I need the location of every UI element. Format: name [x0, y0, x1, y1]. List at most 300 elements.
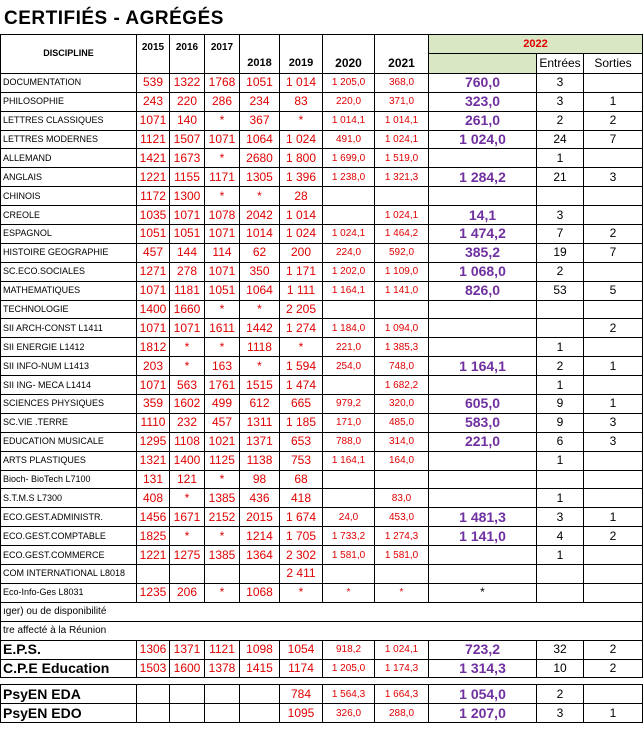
year-value-2020: 1 164,1 [323, 451, 375, 470]
table-row [1, 319, 643, 338]
value-2022: 1 481,3 [429, 508, 537, 527]
table-row [1, 413, 643, 432]
entrees-count: 1 [537, 546, 584, 565]
entrees-count: 3 [537, 73, 584, 92]
year-value-2020 [323, 206, 375, 225]
sorties-count: 2 [584, 527, 643, 546]
year-header: 2020 [323, 35, 375, 74]
year-value-2021: 592,0 [375, 243, 429, 262]
year-value-2020 [323, 187, 375, 206]
year-value-2015: 1110 [137, 413, 170, 432]
year-value-2015: 359 [137, 395, 170, 414]
year-value-2015: 1035 [137, 206, 170, 225]
year-value-2015: 1295 [137, 432, 170, 451]
discipline-name: PsyEN EDA [1, 685, 137, 704]
year-value-2017: * [205, 583, 240, 602]
year-value-2017: 1768 [205, 73, 240, 92]
entrees-count: 3 [537, 92, 584, 111]
discipline-name: SII ENERGIE L1412 [1, 338, 137, 357]
entrees-count: 3 [537, 206, 584, 225]
year-value-2017: 1071 [205, 130, 240, 149]
year-value-2017 [205, 685, 240, 704]
year-value-2018: 367 [240, 111, 280, 130]
sorties-count: 3 [584, 413, 643, 432]
value-2022: 605,0 [429, 395, 537, 414]
year-value-2017: 1125 [205, 451, 240, 470]
note-text: ıger) ou de disponibilité [1, 602, 643, 621]
year-value-2017: 1121 [205, 640, 240, 659]
year-value-2018: 2680 [240, 149, 280, 168]
spacer-cell [429, 678, 537, 685]
table-row [1, 206, 643, 225]
year-value-2017: 1761 [205, 376, 240, 395]
discipline-name: PsyEN EDO [1, 704, 137, 723]
note-row [1, 621, 643, 640]
year-value-2017: 499 [205, 395, 240, 414]
year-value-2016 [170, 565, 205, 584]
header-row [1, 35, 643, 54]
year-value-2021: 748,0 [375, 357, 429, 376]
year-value-2018: 234 [240, 92, 280, 111]
value-2022: 1 054,0 [429, 685, 537, 704]
entrees-count: 9 [537, 395, 584, 414]
year-value-2021: 485,0 [375, 413, 429, 432]
value-2022: 1 314,3 [429, 659, 537, 678]
entrees-count: 1 [537, 489, 584, 508]
spacer-cell [205, 678, 240, 685]
value-2022: 583,0 [429, 413, 537, 432]
year-value-2019: 2 302 [280, 546, 323, 565]
year-value-2020: 24,0 [323, 508, 375, 527]
year-value-2018: 1051 [240, 73, 280, 92]
year-value-2020: 1 024,1 [323, 225, 375, 244]
year-value-2019: 2 411 [280, 565, 323, 584]
year-value-2016: 1602 [170, 395, 205, 414]
year-value-2015 [137, 685, 170, 704]
entrees-count: 53 [537, 281, 584, 300]
year-value-2017: * [205, 300, 240, 319]
year-2022-header: 2022 [429, 35, 643, 54]
sorties-count [584, 300, 643, 319]
value-2022: 826,0 [429, 281, 537, 300]
sorties-count [584, 583, 643, 602]
year-value-2018: 2042 [240, 206, 280, 225]
year-value-2016: 1600 [170, 659, 205, 678]
entrees-count: 21 [537, 168, 584, 187]
year-value-2015: 1121 [137, 130, 170, 149]
value-2022 [429, 187, 537, 206]
discipline-name: ARTS PLASTIQUES [1, 451, 137, 470]
year-value-2015: 1235 [137, 583, 170, 602]
year-value-2021: 1 024,1 [375, 640, 429, 659]
year-value-2020: 1 238,0 [323, 168, 375, 187]
spacer-row [1, 678, 643, 685]
year-value-2018: 1068 [240, 583, 280, 602]
sorties-count [584, 489, 643, 508]
year-value-2018: * [240, 300, 280, 319]
year-value-2016: 1071 [170, 319, 205, 338]
year-value-2019: 1 024 [280, 225, 323, 244]
year-value-2015: 1400 [137, 300, 170, 319]
year-value-2019: 653 [280, 432, 323, 451]
entrees-count: 1 [537, 451, 584, 470]
year-header: 2015 [137, 35, 170, 74]
table-row [1, 92, 643, 111]
sorties-count: 5 [584, 281, 643, 300]
year-value-2020: 1 014,1 [323, 111, 375, 130]
sorties-count: 2 [584, 319, 643, 338]
year-value-2019: 1 014 [280, 73, 323, 92]
year-value-2015: 1825 [137, 527, 170, 546]
year-value-2019: 1 171 [280, 262, 323, 281]
year-value-2021: 1 664,3 [375, 685, 429, 704]
value-2022: 261,0 [429, 111, 537, 130]
year-value-2016: 1300 [170, 187, 205, 206]
year-value-2020: 788,0 [323, 432, 375, 451]
year-value-2020: 1 205,0 [323, 73, 375, 92]
value-2022 [429, 319, 537, 338]
table-row [1, 300, 643, 319]
year-value-2018 [240, 704, 280, 723]
discipline-name: COM INTERNATIONAL L8018 [1, 565, 137, 584]
year-value-2021: 1 174,3 [375, 659, 429, 678]
entrees-count: 3 [537, 508, 584, 527]
sorties-count [584, 565, 643, 584]
discipline-name: SII ING- MECA L1414 [1, 376, 137, 395]
year-value-2018 [240, 685, 280, 704]
year-value-2016: 1108 [170, 432, 205, 451]
discipline-name: Bioch- BioTech L7100 [1, 470, 137, 489]
entrees-count: 24 [537, 130, 584, 149]
year-value-2019: 1 800 [280, 149, 323, 168]
table-row [1, 187, 643, 206]
year-value-2015: 539 [137, 73, 170, 92]
sorties-count [584, 546, 643, 565]
sorties-count [584, 338, 643, 357]
year-value-2018: 1364 [240, 546, 280, 565]
year-value-2016: 1275 [170, 546, 205, 565]
value-2022: 14,1 [429, 206, 537, 225]
sorties-count [584, 149, 643, 168]
year-value-2020: 224,0 [323, 243, 375, 262]
spacer-cell [537, 678, 584, 685]
year-value-2021: 1 519,0 [375, 149, 429, 168]
table-row [1, 130, 643, 149]
sorties-count [584, 376, 643, 395]
year-value-2015: 1071 [137, 281, 170, 300]
table-row [1, 281, 643, 300]
year-value-2017: * [205, 149, 240, 168]
discipline-name: LETTRES MODERNES [1, 130, 137, 149]
year-value-2016: 220 [170, 92, 205, 111]
year-value-2021: 1 024,1 [375, 206, 429, 225]
entrees-count: 1 [537, 376, 584, 395]
value-2022: 1 474,2 [429, 225, 537, 244]
table-row [1, 338, 643, 357]
entrees-count: 2 [537, 111, 584, 130]
value-2022: 1 207,0 [429, 704, 537, 723]
value-2022 [429, 470, 537, 489]
table-row [1, 243, 643, 262]
year-value-2019: 1 024 [280, 130, 323, 149]
year-value-2015: 243 [137, 92, 170, 111]
table-row [1, 149, 643, 168]
year-value-2018: 1214 [240, 527, 280, 546]
value-2022: 385,2 [429, 243, 537, 262]
year-value-2021: 1 141,0 [375, 281, 429, 300]
year-value-2020: 254,0 [323, 357, 375, 376]
year-value-2019: 28 [280, 187, 323, 206]
value-subheader [429, 54, 537, 73]
year-value-2015 [137, 565, 170, 584]
year-value-2019: 1 674 [280, 508, 323, 527]
year-value-2019: 1095 [280, 704, 323, 723]
discipline-name: MATHEMATIQUES [1, 281, 137, 300]
year-value-2021: 1 094,0 [375, 319, 429, 338]
year-value-2020: 1 205,0 [323, 659, 375, 678]
table-row [1, 583, 643, 602]
sorties-count: 1 [584, 508, 643, 527]
table-row [1, 546, 643, 565]
discipline-name: ANGLAIS [1, 168, 137, 187]
year-value-2017: * [205, 470, 240, 489]
year-value-2017: * [205, 187, 240, 206]
spacer-cell [280, 678, 323, 685]
year-value-2019: 418 [280, 489, 323, 508]
spacer-cell [170, 678, 205, 685]
year-value-2016: 1322 [170, 73, 205, 92]
year-value-2021: 1 024,1 [375, 130, 429, 149]
year-value-2020: 1 699,0 [323, 149, 375, 168]
discipline-name: DOCUMENTATION [1, 73, 137, 92]
discipline-name: ECO.GEST.COMMERCE [1, 546, 137, 565]
year-value-2021: 1 109,0 [375, 262, 429, 281]
year-value-2016: 206 [170, 583, 205, 602]
value-2022: 1 284,2 [429, 168, 537, 187]
discipline-name: SII ARCH-CONST L1411 [1, 319, 137, 338]
table-row [1, 376, 643, 395]
value-2022: 1 068,0 [429, 262, 537, 281]
sorties-count: 7 [584, 243, 643, 262]
year-value-2017: 1385 [205, 489, 240, 508]
year-value-2018: 1098 [240, 640, 280, 659]
discipline-name: SC.VIE .TERRE [1, 413, 137, 432]
year-value-2016: * [170, 357, 205, 376]
value-2022: 723,2 [429, 640, 537, 659]
discipline-name: LETTRES CLASSIQUES [1, 111, 137, 130]
year-value-2018: * [240, 357, 280, 376]
sorties-count: 2 [584, 225, 643, 244]
table-row [1, 168, 643, 187]
year-value-2020: 1 581,0 [323, 546, 375, 565]
sorties-count [584, 262, 643, 281]
year-value-2016: 232 [170, 413, 205, 432]
discipline-name: Eco-Info-Ges L8031 [1, 583, 137, 602]
year-value-2018: 1515 [240, 376, 280, 395]
year-value-2021 [375, 187, 429, 206]
sorties-count: 1 [584, 92, 643, 111]
year-value-2016: 1400 [170, 451, 205, 470]
year-value-2021: 314,0 [375, 432, 429, 451]
year-value-2017: 1078 [205, 206, 240, 225]
year-value-2017: 1071 [205, 225, 240, 244]
spacer-cell [584, 678, 643, 685]
year-value-2019: 1 014 [280, 206, 323, 225]
year-value-2015: 457 [137, 243, 170, 262]
value-2022 [429, 489, 537, 508]
year-value-2015: 1271 [137, 262, 170, 281]
entrees-count: 6 [537, 432, 584, 451]
year-header: 2019 [280, 35, 323, 74]
year-value-2018: 1442 [240, 319, 280, 338]
sorties-count [584, 470, 643, 489]
sorties-count [584, 451, 643, 470]
value-2022: 1 024,0 [429, 130, 537, 149]
discipline-name: CREOLE [1, 206, 137, 225]
entrees-count: 32 [537, 640, 584, 659]
year-value-2020: 220,0 [323, 92, 375, 111]
entrees-count: 1 [537, 149, 584, 168]
year-value-2018: 62 [240, 243, 280, 262]
year-value-2021: 1 274,3 [375, 527, 429, 546]
year-value-2019: 1 474 [280, 376, 323, 395]
year-value-2015: 1071 [137, 111, 170, 130]
year-value-2015: 1321 [137, 451, 170, 470]
year-value-2021: 320,0 [375, 395, 429, 414]
year-value-2016: 121 [170, 470, 205, 489]
year-value-2020: 326,0 [323, 704, 375, 723]
discipline-name: SII INFO-NUM L1413 [1, 357, 137, 376]
year-value-2021 [375, 565, 429, 584]
year-value-2021: 1 321,3 [375, 168, 429, 187]
year-value-2019: 83 [280, 92, 323, 111]
year-value-2017: 457 [205, 413, 240, 432]
year-value-2021: 1 682,2 [375, 376, 429, 395]
year-value-2017: 2152 [205, 508, 240, 527]
year-value-2020: 171,0 [323, 413, 375, 432]
entrees-count: 3 [537, 704, 584, 723]
year-value-2015: 1221 [137, 546, 170, 565]
year-value-2016: 1671 [170, 508, 205, 527]
year-value-2016: 1660 [170, 300, 205, 319]
year-header: 2021 [375, 35, 429, 74]
year-value-2017: 1051 [205, 281, 240, 300]
year-value-2019: 753 [280, 451, 323, 470]
discipline-name: ECO.GEST.ADMINISTR. [1, 508, 137, 527]
entrees-count: 1 [537, 338, 584, 357]
table-row [1, 704, 643, 723]
year-value-2019: * [280, 338, 323, 357]
year-value-2019: 784 [280, 685, 323, 704]
value-2022: 1 164,1 [429, 357, 537, 376]
entrees-count: 10 [537, 659, 584, 678]
year-value-2020: 1 733,2 [323, 527, 375, 546]
year-value-2021: 164,0 [375, 451, 429, 470]
discipline-name: PHILOSOPHIE [1, 92, 137, 111]
year-value-2016 [170, 685, 205, 704]
table-row [1, 111, 643, 130]
discipline-name: TECHNOLOGIE [1, 300, 137, 319]
year-value-2021: * [375, 583, 429, 602]
value-2022: 1 141,0 [429, 527, 537, 546]
table-row [1, 470, 643, 489]
discipline-name: ALLEMAND [1, 149, 137, 168]
year-value-2021: 1 385,3 [375, 338, 429, 357]
year-value-2017: 1071 [205, 262, 240, 281]
year-value-2019: 2 205 [280, 300, 323, 319]
year-value-2019: 1 594 [280, 357, 323, 376]
year-value-2018: 1014 [240, 225, 280, 244]
year-value-2019: 1 274 [280, 319, 323, 338]
discipline-name: S.T.M.S L7300 [1, 489, 137, 508]
value-2022: * [429, 583, 537, 602]
year-value-2017: 286 [205, 92, 240, 111]
value-2022 [429, 451, 537, 470]
year-value-2015 [137, 704, 170, 723]
year-value-2018: 436 [240, 489, 280, 508]
table-row [1, 357, 643, 376]
year-value-2020: 1 164,1 [323, 281, 375, 300]
sorties-count: 7 [584, 130, 643, 149]
year-value-2016: 1371 [170, 640, 205, 659]
year-value-2021 [375, 470, 429, 489]
year-header: 2017 [205, 35, 240, 74]
entrees-count [537, 319, 584, 338]
year-value-2018: 1064 [240, 281, 280, 300]
year-value-2016: 1507 [170, 130, 205, 149]
year-header: 2018 [240, 35, 280, 74]
year-value-2017: 1021 [205, 432, 240, 451]
year-value-2017: * [205, 111, 240, 130]
table-row [1, 508, 643, 527]
year-value-2020: 491,0 [323, 130, 375, 149]
year-value-2021: 1 464,2 [375, 225, 429, 244]
sorties-count: 3 [584, 432, 643, 451]
table-row [1, 565, 643, 584]
year-value-2016: 140 [170, 111, 205, 130]
year-value-2017 [205, 565, 240, 584]
year-value-2019: 1 396 [280, 168, 323, 187]
year-value-2019: * [280, 111, 323, 130]
page-title: CERTIFIÉS - AGRÉGÉS [4, 8, 224, 29]
table-row [1, 685, 643, 704]
year-value-2020: 1 202,0 [323, 262, 375, 281]
table-row [1, 225, 643, 244]
year-value-2017: 163 [205, 357, 240, 376]
value-2022 [429, 149, 537, 168]
year-value-2015: 1812 [137, 338, 170, 357]
entrees-count: 9 [537, 413, 584, 432]
entrees-count: 19 [537, 243, 584, 262]
sorties-count: 1 [584, 357, 643, 376]
table-row [1, 262, 643, 281]
value-2022 [429, 546, 537, 565]
sorties-count: 2 [584, 659, 643, 678]
year-value-2021: 371,0 [375, 92, 429, 111]
year-value-2019: 1 185 [280, 413, 323, 432]
year-value-2020: 221,0 [323, 338, 375, 357]
year-value-2016: 1673 [170, 149, 205, 168]
entrees-count [537, 583, 584, 602]
value-2022 [429, 338, 537, 357]
year-value-2019: 1054 [280, 640, 323, 659]
discipline-name: ESPAGNOL [1, 225, 137, 244]
year-value-2018: 1305 [240, 168, 280, 187]
discipline-name: HISTOIRE GEOGRAPHIE [1, 243, 137, 262]
year-value-2016: 1155 [170, 168, 205, 187]
sorties-count [584, 685, 643, 704]
year-value-2020: * [323, 583, 375, 602]
